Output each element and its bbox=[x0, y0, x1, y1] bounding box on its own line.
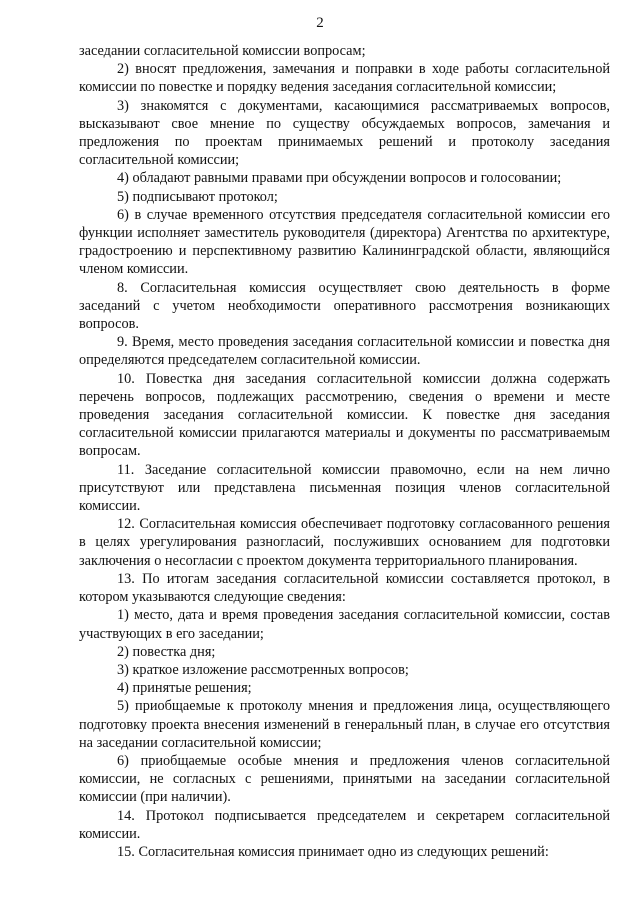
paragraph: 4) обладают равными правами при обсуждении вопросов и голосовании; bbox=[117, 170, 562, 187]
paragraph: 1) место, дата и время проведения заседания согласительной комиссии, состав участвующих в его заседании; bbox=[79, 607, 610, 642]
paragraph: 2) вносят предложения, замечания и поправки в ходе работы согласительной комиссии по повестке и порядку ведения заседания согласительной комиссии; bbox=[79, 61, 610, 96]
paragraph: 2) повестка дня; bbox=[117, 643, 216, 660]
paragraph: заседании согласительной комиссии вопросам; bbox=[79, 43, 366, 59]
paragraph: 5) подписывают протокол; bbox=[117, 188, 278, 205]
document-body bbox=[79, 42, 610, 861]
paragraph: 6) приобщаемые особые мнения и предложения членов согласительной комиссии, не согласных с решениями, принятыми на заседании согласительной комиссии (при наличии). bbox=[79, 752, 610, 806]
page-number: 2 bbox=[316, 15, 324, 31]
paragraph: 8. Согласительная комиссия осуществляет свою деятельность в форме заседаний с учетом необходимости оперативного рассмотрения возникающих вопросов. bbox=[79, 279, 610, 333]
paragraph: 10. Повестка дня заседания согласительной комиссии должна содержать перечень вопросов, подлежащих рассмотрению, сведения о времени и месте проведения заседания согласительной комиссии. К повестке дня заседания согласительной комиссии прилагаются материалы и документы по рассматриваемым вопросам. bbox=[79, 370, 610, 460]
paragraph: 3) знакомятся с документами, касающимися рассматриваемых вопросов, высказывают свое мнение по существу обсуждаемых вопросов, замечания и предложения по проектам принимаемых решений и протоколу заседания согласительной комиссии; bbox=[79, 97, 610, 169]
paragraph: 3) краткое изложение рассмотренных вопросов; bbox=[117, 661, 409, 678]
paragraph: 4) принятые решения; bbox=[117, 680, 252, 697]
paragraph: 6) в случае временного отсутствия председателя согласительной комиссии его функции исполняет заместитель руководителя (директора) Агентства по архитектуре, градостроению и перспективному развитию Калининградской области, являющийся членом комиссии. bbox=[79, 206, 610, 278]
paragraph: 9. Время, место проведения заседания согласительной комиссии и повестка дня определяются председателем согласительной комиссии. bbox=[79, 334, 610, 369]
paragraph: 12. Согласительная комиссия обеспечивает подготовку согласованного решения в целях урегулирования разногласий, послуживших основанием для подготовки заключения о несогласии с проектом документа территориального планирования. bbox=[79, 516, 610, 569]
paragraph: 13. По итогам заседания согласительной комиссии составляется протокол, в котором указываются следующие сведения: bbox=[79, 570, 610, 606]
paragraph: 5) приобщаемые к протоколу мнения и предложения лица, осуществляющего подготовку проекта внесения изменений в генеральный план, в случае его отсутствия на заседании согласительной комиссии; bbox=[79, 698, 610, 751]
paragraph: 11. Заседание согласительной комиссии правомочно, если на нем лично присутствуют или представлена письменная позиция членов согласительной комиссии. bbox=[79, 461, 610, 515]
paragraph: 14. Протокол подписывается председателем и секретарем согласительной комиссии. bbox=[79, 807, 610, 842]
paragraph: 15. Согласительная комиссия принимает одно из следующих решений: bbox=[117, 843, 549, 860]
